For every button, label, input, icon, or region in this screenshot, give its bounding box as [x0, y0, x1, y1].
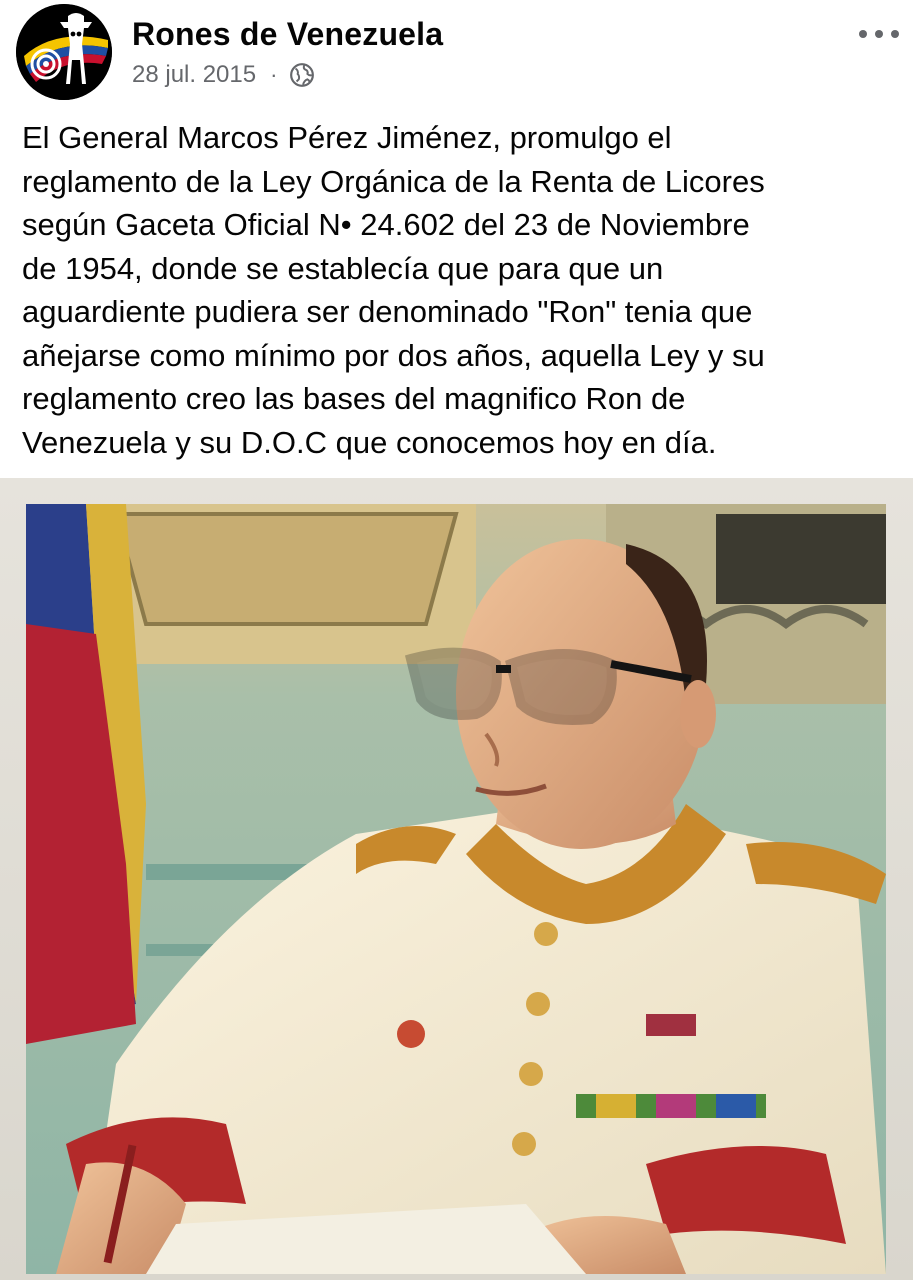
- more-dot: [859, 30, 867, 38]
- more-options-icon[interactable]: [859, 22, 899, 46]
- page-avatar[interactable]: [16, 4, 112, 100]
- post-text: El General Marcos Pérez Jiménez, promulgo el reglamento de la Ley Orgánica de la Renta de Licores según Gaceta Oficial N• 24.602 del 23 de Noviembre de 1954, donde se establecía que para que un aguardiente pudiera ser denominado "Ron" tenia que añejarse como mínimo por dos años, aquella Ley y su reglamento creo las bases del magnifico Ron de Venezuela y su D.O.C que conocemos hoy en día.: [22, 120, 765, 460]
- post-date[interactable]: 28 jul. 2015: [132, 61, 257, 88]
- post-photo[interactable]: [0, 478, 913, 1280]
- post-meta: [132, 60, 315, 90]
- more-dot: [875, 30, 883, 38]
- globe-icon[interactable]: [289, 62, 315, 88]
- post-header: [0, 0, 913, 110]
- portrait-photo: [26, 504, 886, 1274]
- portrait-illustration: [26, 504, 886, 1274]
- meta-separator: ·: [270, 62, 278, 87]
- page-name[interactable]: Rones de Venezuela: [132, 16, 444, 52]
- rones-logo-icon: [16, 4, 112, 100]
- more-dot: [891, 30, 899, 38]
